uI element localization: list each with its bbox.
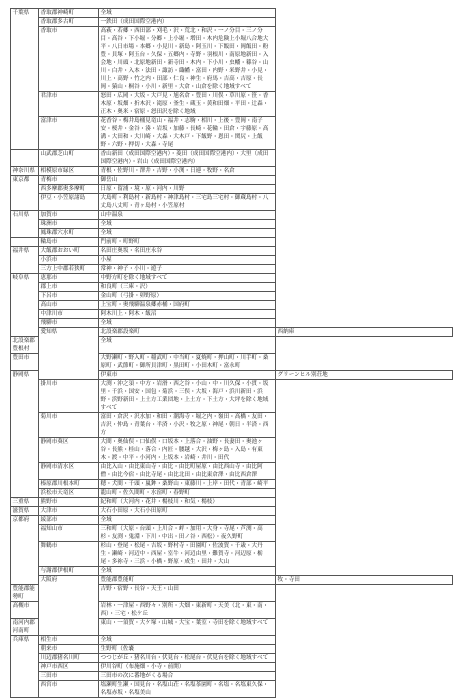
city-cell: 三田市 [39,672,99,681]
area-cell: 杉山・登尾・松尾・吉坂・野村寺・田園町・佐波賀・千歳・大丹生・瀬崎・河辺中・西屋・室牛・河辺由里・難賀寺・河辺原・栃尾・多祢寺・三浜・小橋・野原・成生・田井・大山 [99,542,276,567]
area-cell: 和良町（三庫・沢） [99,283,276,292]
table-row [11,220,453,229]
city-cell: 綾部市 [39,516,99,525]
table-row [11,185,453,194]
table-row [11,211,453,220]
city-cell: 郡上市 [39,283,99,292]
area-cell: 花香谷・梅井島桶見竜山・福井・志駒・相川・上後・豊岡・南子安・桜井・金谷・湊・岩坂・加藤・長崎・花輪・田倉・宇藤原・高溝・大田和・大川崎・大森・大木戸・下飯野・恩田・関尻・上飯野・六野・押切・大森・寺尾 [99,117,276,150]
table-row [11,274,453,283]
city-cell: 南河内郡河南町 [11,619,39,636]
area-cell: 大石小田原・大石小田原町 [99,507,276,516]
table-row [11,150,453,167]
city-cell: 朝来市 [39,645,99,654]
area-cell: 御岳山 [99,176,276,185]
table-row [11,681,453,698]
area-cell: 全域 [99,229,276,238]
table-row [11,328,453,337]
city-cell: 川辺郡猪名川町 [39,654,99,663]
city-cell: 青梅市 [39,176,99,185]
table-row [11,265,453,274]
prefecture-cell: 神奈川県 [11,167,39,176]
area-cell: 青根・佐野川・澤井・吉野・小渕・日連・牧野・名倉 [99,167,276,176]
city-cell: 西宮市 [39,681,99,698]
area-cell: 全域 [99,337,276,354]
table-row [11,516,453,525]
area-cell: 穂・犬間・千頭・嵐鉾・桑野山・東藤川・上岸・田代・青部・崎平 [99,480,276,489]
city-cell: 鳳珠郡穴水町 [39,229,99,238]
area-cell: 山中温泉 [99,211,276,220]
prefecture-cell: 京都府 [11,516,39,585]
city-cell: 加賀市 [39,211,99,220]
prefecture-cell [11,150,39,167]
prefecture-cell: 福井県 [11,247,39,274]
city-cell: 飛騨市 [39,319,99,328]
prefecture-cell: 大阪府 [39,576,99,636]
area-cell: 三田市の次に番地がくる場合 [99,672,276,681]
city-cell: 伊豆・小笠原諸島 [39,194,99,211]
area-cell: 全域 [99,636,276,645]
table-row [11,319,453,328]
area-cell: 阿木川上・阿木・飯沼 [99,310,276,319]
area-cell: 伊川谷町（布施畑・小寺・前開） [99,663,276,672]
table-row [11,9,453,18]
area-cell: グリーンヒル別荘地 [276,371,453,380]
area-cell: 龍山町・佐久間町・水窪町・春野町 [99,489,276,498]
table-row [11,542,453,567]
city-cell: 豊田市 [11,354,39,371]
table-row [11,27,453,92]
table-row [11,292,453,301]
area-cell: 全域 [99,220,276,229]
city-cell: 君津市 [39,92,99,117]
table-row [11,645,453,654]
city-cell: 豊能郡能勢町 [11,585,39,602]
city-cell: 相生市 [39,636,99,645]
table-row [11,498,453,507]
table-row [11,463,453,480]
area-cell: 吉野・宿野・長谷・天王・山田 [99,585,276,602]
area-cell: 大島町・利島村・新島村・神津島村・三宅島三宅村・御蔵島村・八丈島八丈町・青ヶ島村・小笠原村 [99,194,276,211]
area-cell: 全域 [99,319,276,328]
prefecture-cell: 滋賀県 [11,507,39,516]
city-cell: 珠洲市 [39,220,99,229]
area-cell: 塩瀬町生瀬・国見台・名塩山荘・名塩茶園町・名塩・名塩東久保・名塩赤坂・名塩美山 [99,681,276,698]
area-cell: 大野瀬町・野入町・稲武町・中当町・夏焼町・押山町・川手町・桑原町・武節町・御所貝津町・黒田町・小田木町・富永町 [99,354,276,371]
table-row [11,672,453,681]
prefecture-cell: 岐阜県 [11,274,39,337]
area-cell: 日原・留浦・境・原・河内・川野 [99,185,276,194]
area-cell: 全域 [99,567,276,576]
area-cell: 小屋 [99,256,276,265]
table-row [11,663,453,672]
area-cell: 中野方町を除く地域すべて [99,274,276,283]
city-cell: 浜松市天竜区 [39,489,99,498]
city-cell: 舞鶴市 [39,542,99,567]
prefecture-cell: 静岡県 [11,371,39,498]
city-cell: 豊能郡豊能町 [99,576,276,585]
city-cell: 高山市 [39,301,99,310]
city-cell: 香取市 [39,27,99,92]
table-row [11,256,453,265]
table-row [11,480,453,489]
city-cell: 掛川市 [39,380,99,413]
area-cell: 紀和町（大河内・花井・楊枝川・和気・楊枝） [99,498,276,507]
area-cell: 高萩・若郷・西田部・刈毛・沢・荒北・和沢・一ノ分目・三ノ分目・高谷・下小堀・分郷・上小堀・増田・木内危険上小堀八合地大平・八日市場・本郷・小見川・新島・阿玉川・下飯田・岡飯田・粉豊・貝塚・阿玉台・久保・五郷内・寺野・羽根川・南原地新田・入会地・川頭・北原地新田・新寺田・木内・下小川・虫幡・篠谷・山川・白井・入本・法田・諏訪・織幡・富田・内野・米野井・小見・川上・高野・竹之内・田部・仁良・神生・府馬・吉高・吉原・長岡・猿山・桐谷・小川・新里・大倉・山倉を除く地域すべて [99,27,276,92]
city-cell: 相模原市緑区 [39,167,99,176]
table-row [11,176,453,185]
city-cell: 静岡市清水区 [39,463,99,480]
area-cell: 西納庫 [276,328,453,337]
city-cell: 静岡市葵区 [39,438,99,463]
area-cell: 三和町（大原・台頭・上川合・岼・加用・大身・寺尾・芦渕・高杉・友渕・鬼淵・下川・中出・田ノ谷・西松）・夜久野町 [99,525,276,542]
city-cell: 高槻市 [11,602,39,619]
table-row [11,636,453,645]
table-row [11,525,453,542]
area-cell: 富田・倉沢・沢水加・和田・潮海寺・堀之内・嶺田・高橋・友田・吉沢・仲島・青葉台・半済・小沢・牧之原・神尾・朝日・半済・西方 [99,413,276,438]
table-row [11,507,453,516]
table-row [11,413,453,438]
table-row [11,283,453,292]
area-cell: 常神・神子・小川・遊子 [99,265,276,274]
area-cell: 東山・一須賀・大ケ塚・山城・大宝・葉室・寺田を除く地域すべて [99,619,276,636]
area-cell: 全域 [99,516,276,525]
area-cell: 岩林・一津屋・西野々・別所・大畑・東新町・天美（北・東・南・西）・三宅・松ケ丘 [99,602,276,619]
area-cell: 一鉄田（成田国際空港内） [99,18,276,27]
prefecture-cell: 三重県 [11,498,39,507]
city-cell: 西多摩郡奥多摩町 [39,185,99,194]
city-cell: 小浜市 [39,256,99,265]
city-cell: 三方上中郡若狭町 [39,265,99,274]
table-row [11,238,453,247]
area-cell: 金山町（弓掛・卯野原） [99,292,276,301]
city-cell: 榛原郡川根本町 [39,480,99,489]
area-cell: 全域 [99,9,276,18]
city-cell: 中津川市 [39,310,99,319]
city-cell: 香取郡多古町 [39,18,99,27]
city-cell: 下呂市 [39,292,99,301]
city-cell: 恵那市 [39,274,99,283]
area-table [10,8,453,698]
area-cell: 怒田・広岡・大坂・大戸見・旭名倉・豊田・川俣・草川原・笹・香木原・坂畑・折木沢・滝原・釜生・蔵玉・黄和田畑・平田・辻森・正木・奥米・宿原・怒田沢を除く地域 [99,92,276,117]
table-row [11,567,453,576]
table-row [11,167,453,176]
area-cell: 大渕・沖之須・中方・岩滑・西之谷・小山・中・川久保・小貫・坂里・千浜・国安・国包・菊浜・三俣・大坂・海戸・浜川新田・浜野・浜野新田・上土方工業団地・上土方・下土方・大坪を除く地域すべて [99,380,276,413]
table-row [11,117,453,150]
city-cell: 熊野市 [39,498,99,507]
city-cell: 伊東市 [99,371,276,380]
area-cell: 名田庄奥坂・名田庄永谷 [99,247,276,256]
table-row [11,576,453,585]
area-cell: 生野町（佐嚢 [99,645,276,654]
city-cell: 福知山市 [39,525,99,542]
table-row [11,489,453,498]
city-cell: 山武郡芝山町 [39,150,99,167]
table-row [11,654,453,663]
area-table-body [11,9,453,698]
prefecture-cell [11,238,39,247]
table-row [11,92,453,117]
table-row [11,380,453,413]
prefecture-cell: 愛知県 [39,328,99,380]
area-cell: 大間・奥仙俣・口仙俣・口坂本・上落合・油野・長妻田・奥池ヶ谷・長熊・桂山・落合・内匠・腰越・大沢・梅ヶ島・入島・有東木・渡・中平・小河内・上坂本・岩崎・井川・田代 [99,438,276,463]
table-row [11,18,453,27]
city-cell: 与謝郡伊根町 [39,567,99,576]
city-cell: 香取郡神崎町 [39,9,99,18]
table-row [11,194,453,211]
area-cell: つつじが丘・猪名川台・伏見台・松尾台・伏見台を除く地域すべて [99,654,276,663]
area-cell: 由比入山・由比東山寺・由比・由比町屋原・由比西山寺・由比阿僧・由比今宿・由比寺尾・由比北田・由比東倉澤・由比西倉澤 [99,463,276,480]
city-cell: 輪島市 [39,238,99,247]
area-cell: 門前町・町野町 [99,238,276,247]
table-row [11,229,453,238]
city-cell: 北設楽郡設楽町 [99,328,276,337]
area-cell: 牧・寺田 [276,576,453,585]
table-row [11,310,453,319]
area-cell: 香山新田（成田国際空港内）・菱田（成田国際空港内）・大里（成田国際空港内）・岩山（成田国際空港内） [99,150,276,167]
city-cell: 菊川市 [39,413,99,438]
table-row [11,438,453,463]
prefecture-cell: 千葉県 [11,9,39,150]
city-cell: 神戸市西区 [39,663,99,672]
table-row [11,247,453,256]
prefecture-cell: 兵庫県 [11,636,39,698]
table-row [11,301,453,310]
area-cell: 上宝町・奥飛騨温泉郷赤桶・国府町 [99,301,276,310]
city-cell: 富津市 [39,117,99,150]
city-cell: 大飯郡おおい町 [39,247,99,256]
prefecture-cell: 石川県 [11,211,39,238]
city-cell: 北設楽郡豊根村 [11,337,39,354]
prefecture-cell: 東京都 [11,176,39,211]
city-cell: 大津市 [39,507,99,516]
